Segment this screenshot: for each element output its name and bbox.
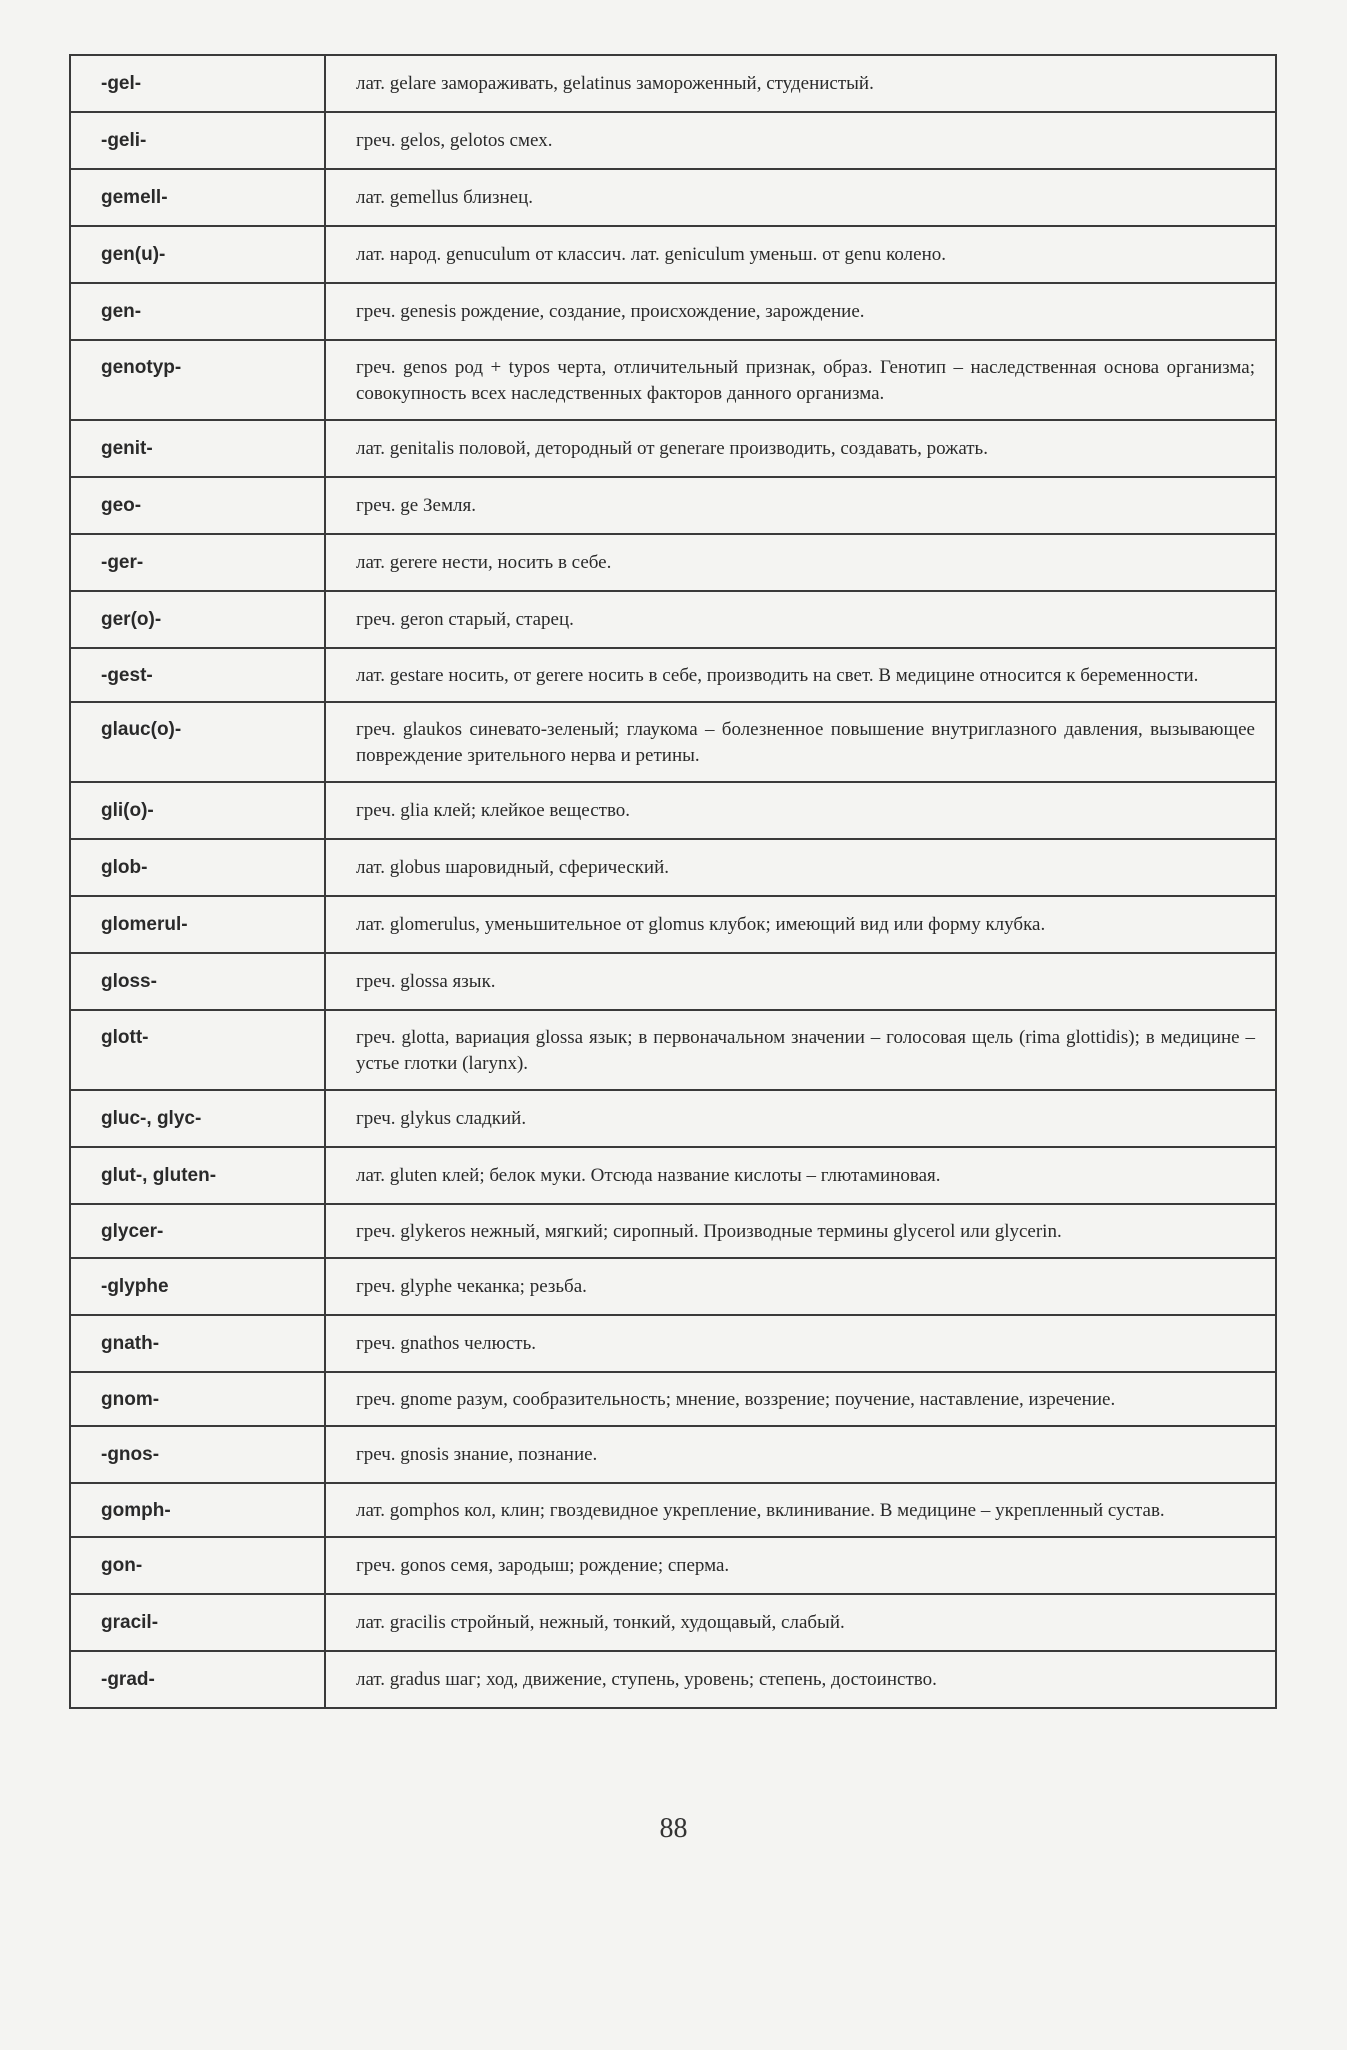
definition-cell: лат. gluten клей; белок муки. Отсюда название кислоты – глютаминовая. [325,1147,1276,1204]
term-cell: glycer- [70,1204,325,1258]
definition-cell: греч. genesis рождение, создание, происхождение, зарождение. [325,283,1276,340]
definition-cell: лат. gomphos кол, клин; гвоздевидное укрепление, вклинивание. В медицине – укрепленный сустав. [325,1483,1276,1537]
table-row [70,1010,1276,1090]
definition-cell: греч. genos род + typos черта, отличительный признак, образ. Генотип – наследственная основа организма; совокупность всех наследственных факторов данного организма. [325,340,1276,420]
table-row [70,340,1276,420]
definition-cell: греч. gelos, gelotos смех. [325,112,1276,169]
table-row [70,1372,1276,1426]
table-row [70,953,1276,1010]
table-row [70,55,1276,112]
table-row [70,112,1276,169]
definition-cell: греч. glykus сладкий. [325,1090,1276,1147]
table-row [70,534,1276,591]
definition-cell: греч. gonos семя, зародыш; рождение; сперма. [325,1537,1276,1594]
definition-cell: лат. globus шаровидный, сферический. [325,839,1276,896]
term-cell: glott- [70,1010,325,1090]
definition-cell: лат. gestare носить, от gerere носить в себе, производить на свет. В медицине относится к беременности. [325,648,1276,702]
table-row [70,1147,1276,1204]
table-row [70,1537,1276,1594]
term-cell: glauc(o)- [70,702,325,782]
term-cell: -ger- [70,534,325,591]
table-row [70,283,1276,340]
definition-cell: лат. gerere нести, носить в себе. [325,534,1276,591]
definition-cell: греч. gnathos челюсть. [325,1315,1276,1372]
definition-cell: греч. glykeros нежный, мягкий; сиропный. Производные термины glycerol или glycerin. [325,1204,1276,1258]
table-row [70,1315,1276,1372]
glossary-table [69,54,1277,1709]
definition-cell: греч. glossa язык. [325,953,1276,1010]
table-row [70,1204,1276,1258]
table-row [70,1258,1276,1315]
term-cell: gon- [70,1537,325,1594]
term-cell: geo- [70,477,325,534]
term-cell: gloss- [70,953,325,1010]
term-cell: glob- [70,839,325,896]
term-cell: genotyp- [70,340,325,420]
table-row [70,1426,1276,1483]
table-row [70,896,1276,953]
page-number: 88 [659,1813,688,1844]
term-cell: gli(o)- [70,782,325,839]
term-cell: -gel- [70,55,325,112]
table-row [70,1483,1276,1537]
definition-cell: греч. ge Земля. [325,477,1276,534]
term-cell: ger(o)- [70,591,325,648]
table-row [70,782,1276,839]
term-cell: gemell- [70,169,325,226]
definition-cell: греч. gnome разум, сообразительность; мнение, воззрение; поучение, наставление, изречение. [325,1372,1276,1426]
definition-cell: лат. glomerulus, уменьшительное от glomus клубок; имеющий вид или форму клубка. [325,896,1276,953]
term-cell: -gest- [70,648,325,702]
table-row [70,1090,1276,1147]
term-cell: glut-, gluten- [70,1147,325,1204]
definition-cell: лат. gelare замораживать, gelatinus замороженный, студенистый. [325,55,1276,112]
definition-cell: лат. gracilis стройный, нежный, тонкий, худощавый, слабый. [325,1594,1276,1651]
definition-cell: лат. genitalis половой, детородный от generare производить, создавать, рожать. [325,420,1276,477]
term-cell: glomerul- [70,896,325,953]
term-cell: -geli- [70,112,325,169]
definition-cell: греч. glaukos синевато-зеленый; глаукома – болезненное повышение внутриглазного давления, вызывающее повреждение зрительного нерва и ретины. [325,702,1276,782]
table-row [70,226,1276,283]
table-row [70,591,1276,648]
term-cell: gen- [70,283,325,340]
term-cell: gluc-, glyc- [70,1090,325,1147]
term-cell: genit- [70,420,325,477]
table-row [70,477,1276,534]
table-row [70,1651,1276,1708]
definition-cell: греч. geron старый, старец. [325,591,1276,648]
term-cell: -grad- [70,1651,325,1708]
table-row [70,648,1276,702]
term-cell: -gnos- [70,1426,325,1483]
term-cell: gnath- [70,1315,325,1372]
table-row [70,839,1276,896]
definition-cell: греч. glia клей; клейкое вещество. [325,782,1276,839]
definition-cell: лат. народ. genuculum от классич. лат. geniculum уменьш. от genu колено. [325,226,1276,283]
table-row [70,702,1276,782]
term-cell: gen(u)- [70,226,325,283]
definition-cell: лат. gradus шаг; ход, движение, ступень, уровень; степень, достоинство. [325,1651,1276,1708]
definition-cell: греч. glotta, вариация glossa язык; в первоначальном значении – голосовая щель (rima glottidis); в медицине – устье глотки (larynx). [325,1010,1276,1090]
definition-cell: лат. gemellus близнец. [325,169,1276,226]
table-row [70,420,1276,477]
definition-cell: греч. glyphe чеканка; резьба. [325,1258,1276,1315]
term-cell: -glyphe [70,1258,325,1315]
table-row [70,1594,1276,1651]
term-cell: gomph- [70,1483,325,1537]
table-row [70,169,1276,226]
term-cell: gnom- [70,1372,325,1426]
definition-cell: греч. gnosis знание, познание. [325,1426,1276,1483]
term-cell: gracil- [70,1594,325,1651]
